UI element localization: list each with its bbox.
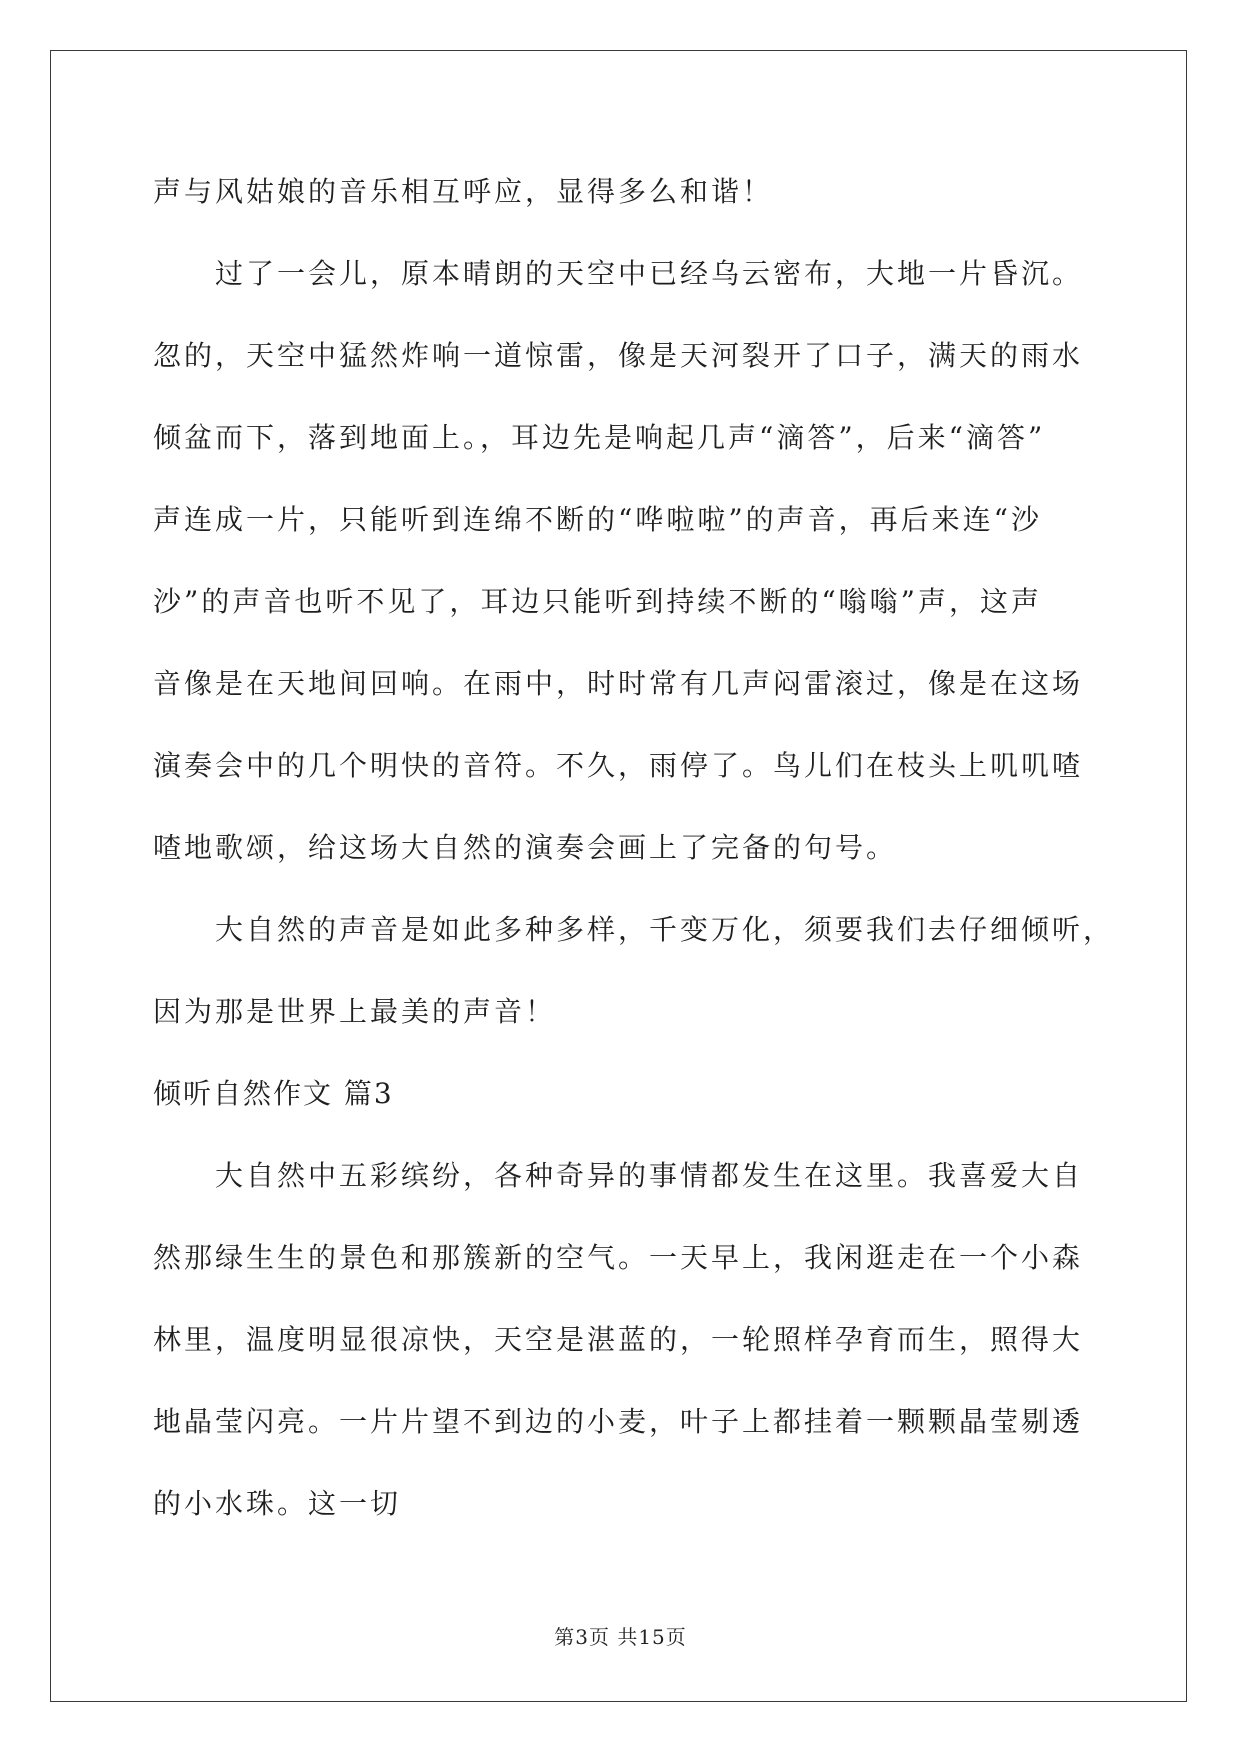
text-line: 因为那是世界上最美的声音！ [153, 995, 557, 1028]
paragraph [153, 151, 1163, 233]
text-line: 声与风姑娘的音乐相互呼应，显得多么和谐！ [153, 175, 774, 208]
text-line: 喳地歌颂，给这场大自然的演奏会画上了完备的句号。 [153, 831, 898, 864]
text-line: 音像是在天地间回响。在雨中，时时常有几声闷雷滚过，像是在这场 [153, 667, 1084, 700]
section-heading: 倾听自然作文 篇3 [153, 1077, 394, 1110]
text-line: 沙”的声音也听不见了，耳边只能听到持续不断的“嗡嗡”声，这声 [153, 585, 1042, 618]
text-line: 过了一会儿，原本晴朗的天空中已经乌云密布，大地一片昏沉。 [215, 257, 1084, 290]
text-line: 演奏会中的几个明快的音符。不久，雨停了。鸟儿们在枝头上叽叽喳 [153, 749, 1084, 782]
paragraph [153, 889, 1163, 1053]
text-line: 大自然中五彩缤纷，各种奇异的事情都发生在这里。我喜爱大自 [215, 1159, 1084, 1192]
text-line: 倾盆而下，落到地面上。，耳边先是响起几声“滴答”，后来“滴答” [153, 421, 1046, 454]
text-line: 的小水珠。这一切 [153, 1487, 402, 1520]
text-line: 声连成一片，只能听到连绵不断的“哗啦啦”的声音，再后来连“沙 [153, 503, 1042, 536]
paragraph [153, 1135, 1163, 1545]
page-number-footer: 第3页 共15页 [554, 1625, 687, 1649]
text-line: 然那绿生生的景色和那簇新的空气。一天早上，我闲逛走在一个小森 [153, 1241, 1084, 1274]
paragraph [153, 233, 1163, 889]
text-line: 大自然的声音是如此多种多样，千变万化，须要我们去仔细倾听， [215, 913, 1115, 946]
text-line: 地晶莹闪亮。一片片望不到边的小麦，叶子上都挂着一颗颗晶莹剔透 [153, 1405, 1084, 1438]
text-line: 忽的，天空中猛然炸响一道惊雷，像是天河裂开了口子，满天的雨水 [153, 339, 1084, 372]
text-line: 林里，温度明显很凉快，天空是湛蓝的，一轮照样孕育而生，照得大 [153, 1323, 1084, 1356]
document-body [153, 151, 1163, 1545]
